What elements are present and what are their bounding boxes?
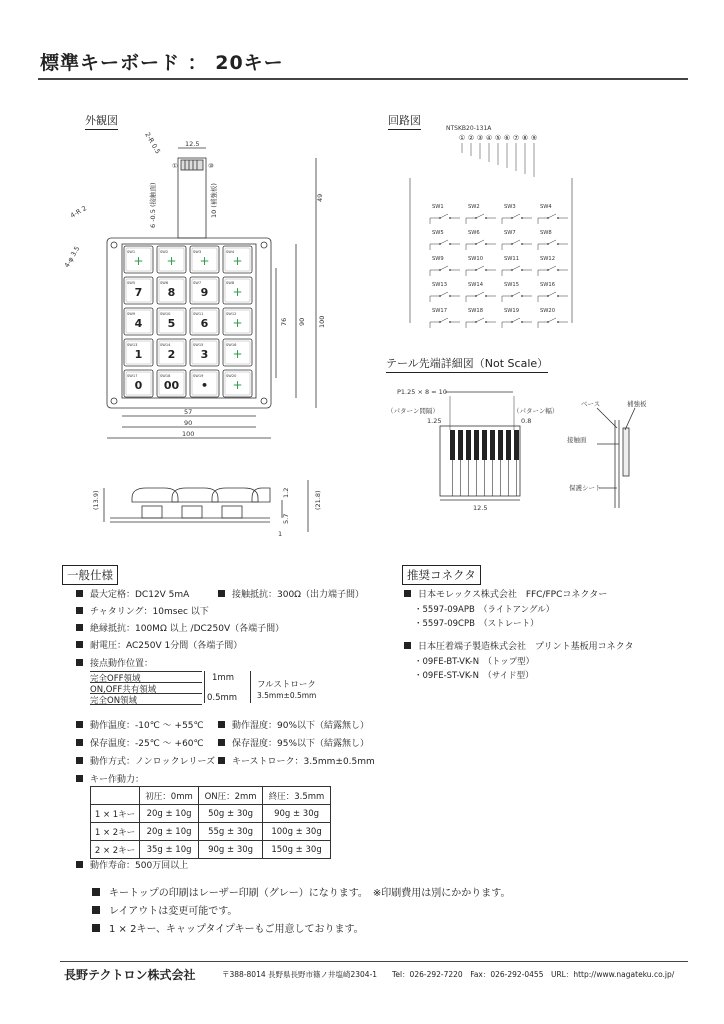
circuit-switch <box>502 308 532 328</box>
exterior-heading: 外観図 <box>85 112 118 130</box>
key-label: + <box>232 378 243 392</box>
spec-storage-temp: 保存温度：-25℃ ～ +60℃ <box>76 736 204 749</box>
stroke-full-line <box>250 671 251 703</box>
key <box>190 308 219 335</box>
table-row <box>91 823 331 841</box>
dim-57: 57 <box>184 408 193 416</box>
circuit-switch <box>538 230 568 250</box>
table-header-cell: ON圧：2mm <box>199 787 263 805</box>
switch-label: SW6 <box>468 230 480 236</box>
circuit-switch <box>466 256 496 276</box>
key <box>124 246 153 273</box>
tail-contact-stripe <box>458 430 463 460</box>
switch-label: SW14 <box>468 282 484 288</box>
key-label: 9 <box>200 286 209 299</box>
spec-key-force: キー作動力： <box>76 772 144 785</box>
key <box>157 339 186 366</box>
key-label: + <box>166 254 177 268</box>
key-sw-label: SW15 <box>193 343 204 347</box>
bullet-icon <box>76 721 83 728</box>
bullet-icon <box>76 641 83 648</box>
note-layout: レイアウトは変更可能です。 <box>92 902 237 917</box>
stroke-diagram <box>90 671 202 705</box>
key-label: + <box>232 254 243 268</box>
spec-life: 動作寿命：500万回以上 <box>76 858 188 871</box>
key-sw-label: SW13 <box>127 343 138 347</box>
key <box>223 308 252 335</box>
switch-label: SW8 <box>540 230 552 236</box>
stroke-05mm: 0.5mm <box>207 693 238 703</box>
switch-label: SW5 <box>432 230 444 236</box>
circuit-switch <box>430 230 460 250</box>
key <box>223 339 252 366</box>
dim-side-h4: 5.7 <box>282 513 290 524</box>
dim-side-h3: (21.8) <box>314 490 322 510</box>
connector-maker2-item: ・09FE-ST-VK-N （サイド型） <box>414 671 534 681</box>
table-cell: 90g ± 30g <box>199 841 263 859</box>
full-stroke-label: フルストローク <box>257 680 316 690</box>
dim-90: 90 <box>184 419 193 427</box>
spec-key-stroke: キーストローク：3.5mm±0.5mm <box>218 754 375 767</box>
circuit-pin: ⑨ <box>530 134 538 142</box>
bullet-icon <box>218 757 225 764</box>
tail-contact-stripe <box>514 430 519 460</box>
table-header-cell <box>91 787 140 805</box>
key-label: 00 <box>163 379 180 392</box>
key-grid <box>124 246 252 397</box>
circuit-switch <box>466 230 496 250</box>
tail-pattern-width: （パターン幅） <box>513 407 559 415</box>
side-view-drawing <box>90 470 330 540</box>
tail-pitch: P1.25 × 8 = 10 <box>397 388 447 396</box>
circuit-pin: ⑥ <box>503 134 511 142</box>
tail-pin1: ① <box>172 162 178 170</box>
stroke-row-on: 完全ON領域 <box>90 694 202 705</box>
table-cell: 55g ± 30g <box>199 823 263 841</box>
key <box>223 246 252 273</box>
circuit-pin: ① <box>458 134 466 142</box>
key <box>124 277 153 304</box>
dim-90v: 90 <box>298 317 306 326</box>
switch-label: SW10 <box>468 256 484 262</box>
circuit-switch <box>538 282 568 302</box>
tail-contact-stripe <box>450 430 455 460</box>
spec-storage-humidity: 保存湿度：95%以下（結露無し） <box>218 736 369 749</box>
key-label: 6 <box>200 317 209 330</box>
table-cell: 2 × 2キー <box>91 841 140 859</box>
switch-label: SW18 <box>468 308 484 314</box>
connector-maker2: 日本圧着端子製造株式会社 プリント基板用コネクタ <box>404 639 633 652</box>
bullet-icon <box>76 775 83 782</box>
key-label: • <box>200 379 209 392</box>
spec-contact-pos: 接点動作位置： <box>76 656 153 669</box>
dim-side-h2: 1.2 <box>282 487 290 498</box>
key-sw-label: SW14 <box>160 343 171 347</box>
connector-maker1-item: ・5597-09CPB （ストレート） <box>414 619 539 629</box>
circuit-pin: ⑤ <box>494 134 502 142</box>
switch-grid <box>430 204 568 328</box>
spec-op-temp: 動作温度：-10℃ ～ +55℃ <box>76 718 204 731</box>
circuit-pin: ② <box>467 134 475 142</box>
switch-label: SW1 <box>432 204 444 210</box>
tail-width: 12.5 <box>473 504 488 512</box>
tail-contact-stripe <box>466 430 471 460</box>
switch-label: SW17 <box>432 308 448 314</box>
stroke-1mm: 1mm <box>212 673 234 683</box>
table-cell: 90g ± 30g <box>263 805 331 823</box>
key-label: 5 <box>167 317 176 330</box>
key <box>157 277 186 304</box>
circuit-pins <box>459 134 537 177</box>
key <box>124 308 153 335</box>
switch-label: SW20 <box>540 308 556 314</box>
circuit-switch <box>466 308 496 328</box>
spec-insulation: 絶縁抵抗：100MΩ 以上 /DC250V（各端子間） <box>76 621 284 634</box>
key-sw-label: SW3 <box>193 250 202 254</box>
tail-detail-heading: テール先端詳細図（Not Scale） <box>386 355 548 373</box>
table-cell: 20g ± 10g <box>140 805 199 823</box>
bullet-icon <box>92 906 100 914</box>
dim-100: 100 <box>182 430 195 438</box>
dim-corner-r: 4-R 2 <box>69 204 88 220</box>
key-sw-label: SW12 <box>226 312 237 316</box>
spec-rating: 最大定格：DC12V 5mA <box>76 587 189 600</box>
dim-tail-r: 2-R 0.5 <box>143 131 162 156</box>
circuit-switch <box>430 282 460 302</box>
bullet-icon <box>76 739 83 746</box>
dim-side-h1: (13.9) <box>92 490 100 510</box>
circuit-switch <box>538 256 568 276</box>
tail-gap-value: 1.25 <box>427 417 442 425</box>
circuit-switch <box>430 308 460 328</box>
company-name: 長野テクトロン株式会社 <box>64 968 196 982</box>
switch-label: SW9 <box>432 256 444 262</box>
key-sw-label: SW19 <box>193 374 204 378</box>
spec-withstand: 耐電圧：AC250V 1分間（各端子間） <box>76 638 242 651</box>
tail-width-value: 0.8 <box>521 417 532 425</box>
circuit-switch <box>466 282 496 302</box>
switch-label: SW2 <box>468 204 480 210</box>
key-sw-label: SW18 <box>160 374 171 378</box>
bullet-icon <box>218 721 225 728</box>
table-cell: 100g ± 30g <box>263 823 331 841</box>
tail-pattern-gap: （パターン間隔） <box>387 407 439 415</box>
connector-heading: 推奨コネクタ <box>402 565 481 585</box>
dim-tail-contact: 6 -0.5 (接触面) <box>149 182 157 228</box>
note-printing: キートップの印刷はレーザー印刷（グレー）になります。 ※印刷費用は別にかかります。 <box>92 884 510 899</box>
table-cell: 150g ± 30g <box>263 841 331 859</box>
bullet-icon <box>404 590 411 597</box>
circuit-pin: ③ <box>476 134 484 142</box>
bullet-icon <box>76 659 83 666</box>
switch-label: SW7 <box>504 230 516 236</box>
table-row <box>91 805 331 823</box>
tail-protect-label: 保護シート <box>569 484 602 492</box>
circuit-part-no: NTSKB20-131A <box>446 125 492 132</box>
tail-pin10: ⑩ <box>208 162 214 170</box>
dim-side-h5: 1 <box>278 530 283 538</box>
key-label: 0 <box>134 379 143 392</box>
key-sw-label: SW16 <box>226 343 237 347</box>
bullet-icon <box>404 642 411 649</box>
bullet-icon <box>76 607 83 614</box>
tail-reinforce-label: 補強板 <box>627 400 647 408</box>
key-label: + <box>232 347 243 361</box>
full-stroke-value: 3.5mm±0.5mm <box>257 691 317 700</box>
bullet-icon <box>218 590 225 597</box>
stroke-row-off: 完全OFF領域 <box>90 672 202 683</box>
circuit-diagram <box>400 118 580 343</box>
circuit-switch <box>502 204 532 224</box>
circuit-switch <box>538 204 568 224</box>
switch-label: SW15 <box>504 282 520 288</box>
key-sw-label: SW11 <box>193 312 204 316</box>
circuit-switch <box>430 204 460 224</box>
table-cell: 50g ± 30g <box>199 805 263 823</box>
page-title: 標準キーボード ： 20キー <box>40 52 284 74</box>
dim-tail-length: 49 <box>316 193 324 202</box>
key-sw-label: SW9 <box>127 312 136 316</box>
switch-label: SW16 <box>540 282 556 288</box>
connector-maker1: 日本モレックス株式会社 FFC/FPCコネクター <box>404 587 607 600</box>
key <box>223 277 252 304</box>
switch-label: SW19 <box>504 308 520 314</box>
key <box>124 370 153 397</box>
key-sw-label: SW4 <box>226 250 235 254</box>
tail-detail-drawing <box>385 380 685 520</box>
bullet-icon <box>92 924 100 932</box>
bullet-icon <box>76 624 83 631</box>
key-label: 7 <box>134 286 143 299</box>
spec-op-humidity: 動作湿度：90%以下（結露無し） <box>218 718 369 731</box>
tail-contact-stripe <box>498 430 503 460</box>
table-cell: 1 × 1キー <box>91 805 140 823</box>
circuit-switch <box>466 204 496 224</box>
circuit-heading: 回路図 <box>388 112 421 130</box>
tail-contact-stripe <box>474 430 479 460</box>
key-sw-label: SW1 <box>127 250 136 254</box>
circuit-switch <box>502 230 532 250</box>
dim-100v: 100 <box>318 315 326 328</box>
stroke-row-shared: ON,OFF共有領域 <box>90 683 202 694</box>
circuit-pin: ④ <box>485 134 493 142</box>
dim-76: 76 <box>280 317 288 326</box>
circuit-switch <box>538 308 568 328</box>
circuit-pin: ⑧ <box>521 134 529 142</box>
title-rule <box>38 78 688 80</box>
key-sw-label: SW8 <box>226 281 235 285</box>
circuit-pin: ⑦ <box>512 134 520 142</box>
key-label: 2 <box>167 348 176 361</box>
bullet-icon <box>76 861 83 868</box>
circuit-switch <box>502 282 532 302</box>
spec-op-method: 動作方式：ノンロックレリーズ <box>76 754 215 767</box>
connector-maker1-item: ・5597-09APB （ライトアングル） <box>414 605 555 615</box>
table-cell: 20g ± 10g <box>140 823 199 841</box>
key <box>190 370 219 397</box>
dim-tail-width: 12.5 <box>185 140 200 148</box>
key <box>157 308 186 335</box>
spec-chattering: チャタリング：10msec 以下 <box>76 604 209 617</box>
bullet-icon <box>218 739 225 746</box>
key-label: 4 <box>134 317 143 330</box>
key-label: 1 <box>134 348 143 361</box>
bullet-icon <box>76 757 83 764</box>
tail-base-label: ベース <box>581 400 601 408</box>
switch-label: SW12 <box>540 256 556 262</box>
tail-pattern <box>450 396 519 496</box>
switch-label: SW3 <box>504 204 516 210</box>
key-label: + <box>199 254 210 268</box>
company-address: 〒388-8014 長野県長野市篠ノ井塩崎2304-1 Tel：026-292-7220 Fax：026-292-0455 URL：http://www.nagateku.co.jp/ <box>222 970 675 979</box>
connector-maker2-item: ・09FE-BT-VK-N （トップ型） <box>414 657 535 667</box>
circuit-switch <box>430 256 460 276</box>
tail-contact-stripe <box>506 430 511 460</box>
bullet-icon <box>76 590 83 597</box>
table-header-cell: 終圧：3.5mm <box>263 787 331 805</box>
key <box>190 339 219 366</box>
key <box>190 277 219 304</box>
key-label: 8 <box>167 286 176 299</box>
stroke-dim-line <box>204 671 205 703</box>
circuit-switch <box>502 256 532 276</box>
table-cell: 1 × 2キー <box>91 823 140 841</box>
key-sw-label: SW20 <box>226 374 237 378</box>
dim-tail-reinforce: 10 (補強板) <box>210 183 218 218</box>
exterior-drawing <box>60 118 350 448</box>
tail-contact-stripe <box>482 430 487 460</box>
key-label: 3 <box>200 348 209 361</box>
key <box>157 370 186 397</box>
key-sw-label: SW5 <box>127 281 136 285</box>
key-label: + <box>232 285 243 299</box>
table-row <box>91 841 331 859</box>
key-sw-label: SW17 <box>127 374 138 378</box>
key-sw-label: SW2 <box>160 250 169 254</box>
general-spec-heading: 一般仕様 <box>62 565 118 585</box>
tail-contact-stripe <box>490 430 495 460</box>
key-sw-label: SW7 <box>193 281 202 285</box>
key-label: + <box>232 316 243 330</box>
key-force-table <box>90 786 331 859</box>
bullet-icon <box>92 888 100 896</box>
table-header-cell: 初圧：0mm <box>140 787 199 805</box>
switch-label: SW11 <box>504 256 520 262</box>
footer-rule <box>60 961 688 962</box>
key-sw-label: SW10 <box>160 312 171 316</box>
note-keys: 1 × 2キー、キャップタイプキーもご用意しております。 <box>92 920 364 935</box>
key-label: + <box>133 254 144 268</box>
tail-contact-label: 接触面 <box>567 436 587 444</box>
key-sw-label: SW6 <box>160 281 169 285</box>
switch-label: SW13 <box>432 282 448 288</box>
key <box>223 370 252 397</box>
key <box>190 246 219 273</box>
key <box>157 246 186 273</box>
table-cell: 35g ± 10g <box>140 841 199 859</box>
spec-contact-resistance: 接触抵抗：300Ω（出力端子間） <box>218 587 364 600</box>
key <box>124 339 153 366</box>
dim-hole: 4-φ 3.5 <box>62 244 82 269</box>
table-header-row <box>91 787 331 805</box>
switch-label: SW4 <box>540 204 552 210</box>
